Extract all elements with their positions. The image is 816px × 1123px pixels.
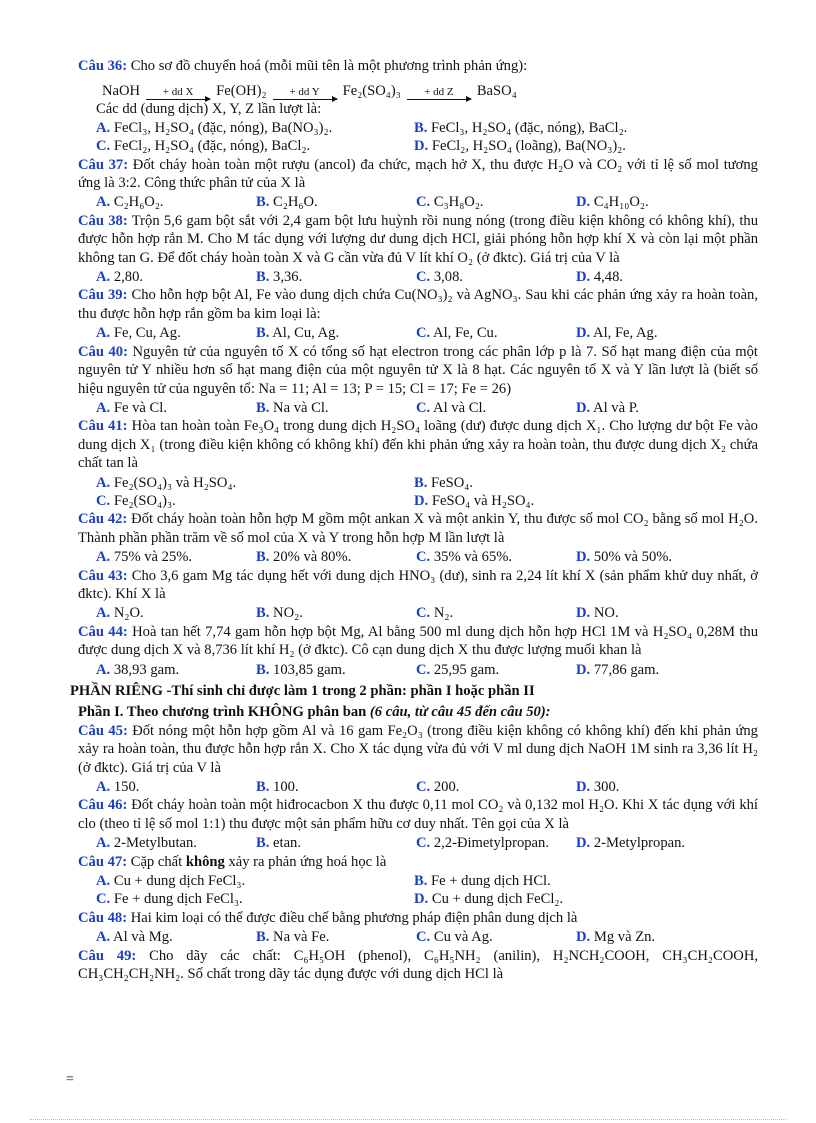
question-text: Cặp chất — [130, 853, 186, 870]
option-c[interactable]: C. 3,08. — [416, 269, 464, 286]
option-d[interactable]: D. NO. — [576, 605, 619, 622]
question-text: Đốt cháy hoàn toàn một hiđrocacbon X thu được 0,11 mol CO₂ và 0,132 mol H₂O. Khi X tác dụng với khí clo (theo tỉ lệ số mol 1:1) thu được một sản phẩm hữu cơ duy nhất. Tên gọi của X là — [78, 797, 758, 832]
question-48 — [78, 909, 758, 927]
option-d[interactable]: D. FeCl₂, H₂SO₄ (loãng), Ba(NO₃)₂. — [414, 138, 626, 155]
answer-options — [78, 834, 758, 852]
option-c[interactable]: C. 200. — [416, 779, 460, 796]
option-a[interactable]: A. 38,93 gam. — [96, 661, 180, 678]
question-number: Câu 36: — [78, 58, 128, 74]
question-36 — [78, 57, 758, 75]
question-number: Câu 41: — [78, 418, 128, 435]
option-b[interactable]: B. Na và Fe. — [256, 929, 330, 946]
option-d[interactable]: D. 77,86 gam. — [576, 661, 660, 678]
question-text: Cho sơ đồ chuyển hoá (mỗi mũi tên là một phương trình phản ứng): — [130, 58, 528, 74]
question-49 — [78, 947, 758, 984]
question-37 — [78, 156, 758, 193]
part-heading — [78, 703, 758, 721]
option-c[interactable]: C. Al, Fe, Cu. — [416, 325, 498, 342]
arrow-icon — [407, 87, 471, 100]
question-45 — [78, 722, 758, 777]
question-text: xảy ra phản ứng hoá học là — [224, 853, 387, 870]
option-c[interactable]: C. 35% và 65%. — [416, 549, 513, 566]
option-d[interactable]: D. C₄H₁₀O₂. — [576, 194, 649, 211]
option-a[interactable]: A. N₂O. — [96, 605, 144, 622]
answer-options — [78, 474, 758, 511]
answer-options — [78, 778, 758, 796]
arrow-reagent: + dd Y — [289, 86, 320, 99]
question-emphasis: không — [185, 853, 225, 870]
answer-options — [78, 928, 758, 946]
question-number: Câu 44: — [78, 623, 128, 640]
section-heading: PHẦN RIÊNG -Thí sinh chỉ được làm 1 trong 2 phần: phần I hoặc phần II — [70, 683, 535, 699]
answer-options — [78, 548, 758, 566]
question-number: Câu 38: — [78, 212, 128, 229]
option-a[interactable]: A. 75% và 25%. — [96, 549, 193, 566]
option-b[interactable]: B. Na và Cl. — [256, 399, 329, 416]
scheme-compound: Fe₂(SO₄)₃ — [342, 83, 401, 99]
footer-mark: = — [66, 1072, 74, 1087]
option-d[interactable]: D. Mg và Zn. — [576, 929, 656, 946]
option-d[interactable]: D. 2-Metylpropan. — [576, 835, 686, 852]
scheme-compound: Fe(OH)₂ — [216, 83, 267, 99]
option-a[interactable]: A. Al và Mg. — [96, 929, 173, 946]
option-b[interactable]: B. 20% và 80%. — [256, 549, 352, 566]
part-title: Phần I. Theo chương trình KHÔNG phân ban — [78, 704, 367, 721]
option-c[interactable]: C. C₃H₈O₂. — [416, 194, 484, 211]
question-number: Câu 37: — [78, 156, 129, 173]
option-c[interactable]: C. Cu và Ag. — [416, 929, 493, 946]
answer-options — [78, 661, 758, 679]
question-46 — [78, 796, 758, 833]
option-b[interactable]: B. NO₂. — [256, 605, 303, 622]
question-text: Cho hỗn hợp bột Al, Fe vào dung dịch chứa Cu(NO₃)₂ và AgNO₃. Sau khi các phản ứng xảy ra hoàn toàn, thu được hỗn hợp rắn gồm ba kim loại là: — [78, 287, 759, 322]
question-text: Cho dãy các chất: C₆H₅OH (phenol), C₆H₅NH₂ (anilin), H₂NCH₂COOH, CH₃CH₂COOH, CH₃CH₂CH₂NH₂. Số chất trong dãy tác dụng được với dung dịch HCl là — [78, 947, 759, 983]
answer-options — [78, 324, 758, 342]
question-number: Câu 46: — [78, 797, 128, 814]
answer-options — [78, 193, 758, 211]
exam-page — [70, 57, 759, 985]
option-b[interactable]: B. Al, Cu, Ag. — [256, 325, 340, 342]
option-a[interactable]: A. Fe₂(SO₄)₃ và H₂SO₄. — [96, 474, 237, 491]
arrow-icon — [273, 87, 337, 100]
question-text: Đốt cháy hoàn toàn một rượu (ancol) đa chức, mạch hở X, thu được H₂O và CO₂ với tỉ lệ số mol tương ứng là 3:2. Công thức phân tử của X là — [78, 156, 758, 192]
option-b[interactable]: B. 3,36. — [256, 269, 303, 286]
option-a[interactable]: A. 150. — [96, 779, 140, 796]
answer-options — [78, 119, 758, 156]
question-38 — [78, 212, 758, 267]
arrow-icon — [146, 87, 210, 100]
option-b[interactable]: B. C₂H₆O. — [256, 194, 318, 211]
option-a[interactable]: A. 2,80. — [96, 269, 144, 286]
answer-options — [78, 872, 758, 909]
question-text: Cho 3,6 gam Mg tác dụng hết với dung dịch HNO₃ (dư), sinh ra 2,24 lít khí X (sản phẩm khử duy nhất, ở đktc). Khí X là — [78, 567, 758, 602]
reaction-scheme — [78, 76, 758, 100]
question-text: Đốt nóng một hỗn hợp gồm Al và 16 gam Fe₂O₃ (trong điều kiện không có không khí) đến khi phản ứng xảy ra hoàn toàn, thu được hỗn hợp rắn X. Cho X tác dụng vừa đủ với V ml dung dịch NaOH 1M sinh ra 3,36 lít H₂ (ở đktc). Giá trị của V là — [78, 722, 758, 776]
option-b[interactable]: B. 103,85 gam. — [256, 661, 346, 678]
option-d[interactable]: D. 50% và 50%. — [576, 549, 673, 566]
option-b[interactable]: B. etan. — [256, 835, 302, 852]
option-a[interactable]: A. Fe, Cu, Ag. — [96, 325, 181, 342]
answer-options — [78, 399, 758, 417]
option-a[interactable]: A. 2-Metylbutan. — [96, 835, 197, 852]
question-number: Câu 40: — [78, 343, 128, 360]
option-d[interactable]: D. Al và P. — [576, 399, 639, 416]
option-b[interactable]: B. FeCl₃, H₂SO₄ (đặc, nóng), BaCl₂. — [414, 119, 628, 136]
question-text: Đốt cháy hoàn toàn hỗn hợp M gồm một ankan X và một ankin Y, thu được số mol CO₂ bằng số mol H₂O. Thành phần phần trăm về số mol của X và Y trong hỗn hợp M lần lượt là — [78, 511, 758, 546]
question-text: Trộn 5,6 gam bột sắt với 2,4 gam bột lưu huỳnh rồi nung nóng (trong điều kiện không có không khí), thu được hỗn hợp rắn M. Cho M tác dụng với lượng dư dung dịch HCl, giải phóng hỗn hợp khí X và còn lại một phần không tan G. Để đốt cháy hoàn toàn X và G cần vừa đủ V lít khí O₂ (ở đktc). Giá trị của V là — [78, 212, 758, 266]
option-b[interactable]: B. FeSO₄. — [414, 474, 474, 491]
question-40 — [78, 343, 758, 398]
option-c[interactable]: C. Fe + dung dịch FeCl₃. — [96, 891, 243, 908]
option-a[interactable]: A. Fe và Cl. — [96, 399, 167, 416]
question-44 — [78, 623, 758, 660]
option-c[interactable]: C. 25,95 gam. — [416, 661, 500, 678]
scheme-compound: BaSO₄ — [476, 83, 517, 99]
question-number: Câu 42: — [78, 511, 128, 528]
option-d[interactable]: D. 300. — [576, 779, 620, 796]
question-number: Câu 45: — [78, 722, 128, 739]
question-subtext: Các dd (dung dịch) X, Y, Z lần lượt là: — [96, 101, 322, 118]
question-number: Câu 48: — [78, 909, 128, 926]
option-d[interactable]: D. Cu + dung dịch FeCl₂. — [414, 891, 564, 908]
part-note: (6 câu, từ câu 45 đến câu 50): — [369, 704, 551, 721]
question-text: Hai kim loại có thể được điều chế bằng phương pháp điện phân dung dịch là — [130, 909, 578, 926]
option-a[interactable]: A. FeCl₃, H₂SO₄ (đặc, nóng), Ba(NO₃)₂. — [96, 119, 333, 136]
option-d[interactable]: D. 4,48. — [576, 269, 624, 286]
question-number: Câu 49: — [78, 947, 137, 964]
arrow-reagent: + dd Z — [424, 86, 454, 99]
question-42 — [78, 510, 758, 547]
option-c[interactable]: C. Fe₂(SO₄)₃. — [96, 492, 176, 509]
question-43 — [78, 567, 758, 604]
answer-options — [78, 604, 758, 622]
question-text: Hòa tan hoàn toàn Fe₃O₄ trong dung dịch H₂SO₄ loãng (dư) được dung dịch X₁. Cho lượng dư bột Fe vào dung dịch X₁ (trong điều kiện không có không khí) đến khi phản ứng xảy ra hoàn toàn, thu được dung dịch X₂ chứa chất tan là — [78, 418, 758, 472]
question-47 — [78, 853, 758, 871]
question-text: Hoà tan hết 7,74 gam hỗn hợp bột Mg, Al bằng 500 ml dung dịch hỗn hợp HCl 1M và H₂SO₄ 0,28M thu được dung dịch X và 8,736 lít khí H₂ (ở đktc). Cô cạn dung dịch X thu được lượng muối khan là — [78, 623, 759, 659]
scheme-compound: NaOH — [102, 83, 141, 99]
option-d[interactable]: D. Al, Fe, Ag. — [576, 325, 658, 342]
option-a[interactable]: A. C₂H₆O₂. — [96, 194, 164, 211]
option-b[interactable]: B. Fe + dung dịch HCl. — [414, 873, 551, 890]
option-c[interactable]: C. FeCl₂, H₂SO₄ (đặc, nóng), BaCl₂. — [96, 138, 311, 155]
option-a[interactable]: A. Cu + dung dịch FeCl₃. — [96, 873, 246, 890]
question-number: Câu 47: — [78, 853, 128, 870]
question-39 — [78, 286, 758, 323]
option-c[interactable]: C. 2,2-Đimetylpropan. — [416, 835, 549, 852]
option-c[interactable]: C. N₂. — [416, 605, 454, 622]
page-bottom-divider — [30, 1119, 786, 1120]
question-text: Nguyên tử của nguyên tố X có tổng số hạt electron trong các phân lớp p là 7. Số hạt mang điện của một nguyên tử Y nhiều hơn số hạt mang điện của một nguyên tử X là 8 hạt. Các nguyên tố X và Y lần lượt là (biết số hiệu nguyên tử của nguyên tố: Na = 11; Al = 13; P = 15; Cl = 17; Fe = 26) — [78, 343, 758, 397]
question-41 — [78, 417, 758, 472]
arrow-reagent: + dd X — [162, 86, 194, 99]
option-d[interactable]: D. FeSO₄ và H₂SO₄. — [414, 492, 535, 509]
option-c[interactable]: C. Al và Cl. — [416, 399, 487, 416]
question-number: Câu 39: — [78, 287, 128, 304]
question-number: Câu 43: — [78, 567, 128, 584]
answer-options — [78, 268, 758, 286]
option-b[interactable]: B. 100. — [256, 779, 299, 796]
